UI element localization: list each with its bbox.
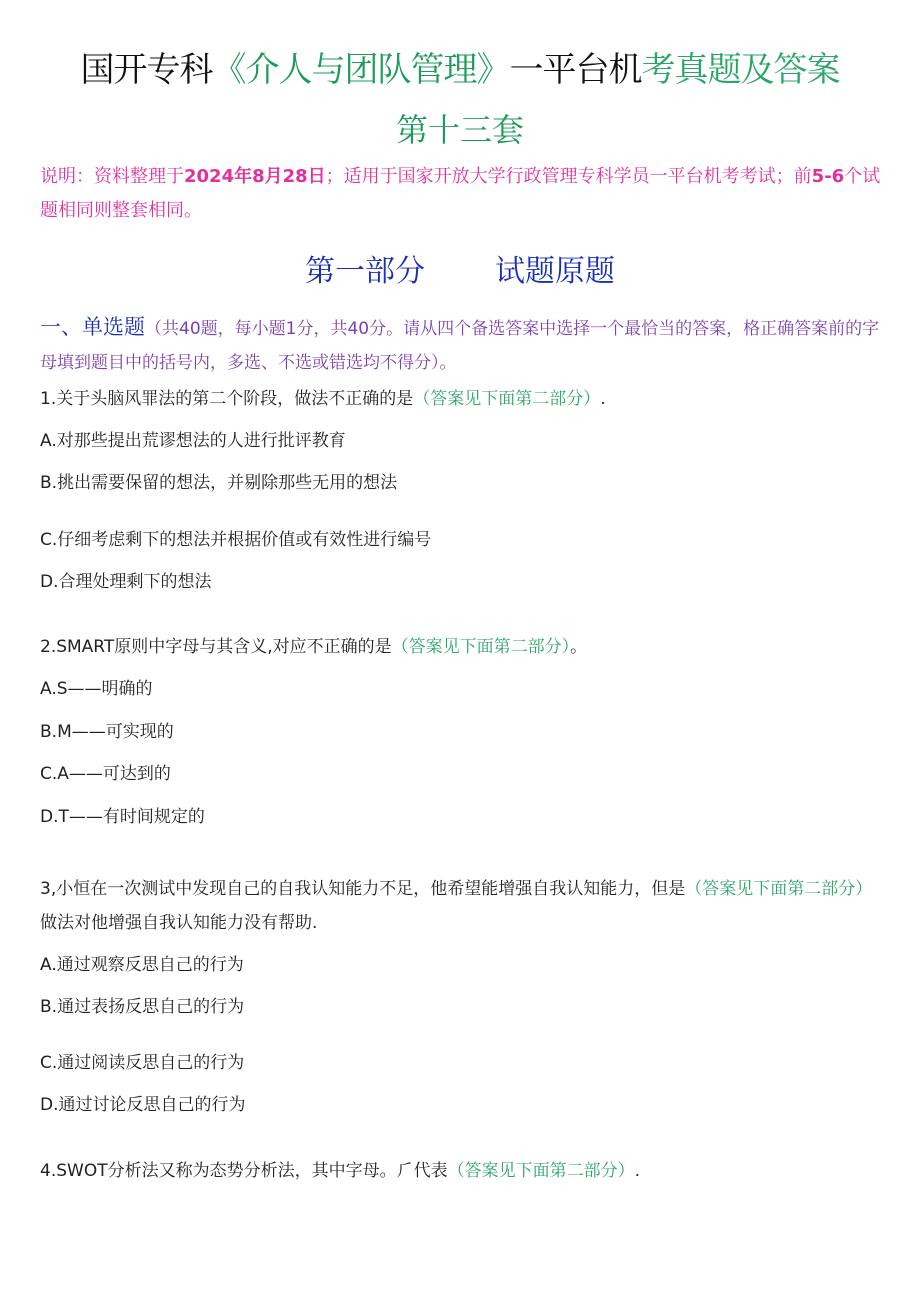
note-suffix: 个试题相同则整套相同。 <box>40 166 881 221</box>
part-heading <box>0 250 920 294</box>
document-subtitle: 第十三套 <box>395 111 524 149</box>
question-text: 4.SWOT分析法又称为态势分析法，其中字母。⺁代表 <box>40 1161 448 1181</box>
question-2-option-a: A.S——明确的 <box>40 679 153 699</box>
document-note <box>40 160 890 228</box>
question-tail: . <box>600 389 606 409</box>
section-label: 一、单选题 <box>40 315 145 339</box>
question-2-option-d: D.T——有时间规定的 <box>40 807 205 827</box>
question-2-option-c: C.A——可达到的 <box>40 764 171 784</box>
question-text: 3,小恒在一次测试中发现自己的自我认知能力不足，他希望能增强自我认知能力，但是 <box>40 879 686 899</box>
question-3-stem <box>40 872 880 940</box>
answer-hint: （答案见下面第二部分） <box>391 637 571 657</box>
answer-hint: （答案见下面第二部分） <box>447 1161 635 1181</box>
question-text: 1.关于头脑风罪法的第二个阶段，做法不正确的是 <box>40 389 414 409</box>
question-tail: 做法对他增强自我认知能力没有帮助. <box>40 913 318 933</box>
question-tail: 。 <box>570 637 588 657</box>
question-text: 2.SMART原则中字母与其含义,对应不正确的是 <box>40 637 392 657</box>
question-1-option-c: C.仔细考虑剩下的想法并根据价值或有效性进行编号 <box>40 530 432 550</box>
part-heading-right: 试题原题 <box>495 254 615 289</box>
section-description: （共40题，每小题1分，共40分。请从四个备选答案中选择一个最恰当的答案，格正确答案前的字母填到题目中的括号内，多选、不选或错选均不得分）。 <box>40 319 880 373</box>
note-prefix: 说明：资料整理于 <box>40 166 184 187</box>
answer-hint: （答案见下面第二部分） <box>413 389 601 409</box>
question-3-option-a: A.通过观察反思自己的行为 <box>40 955 244 975</box>
note-date: 2024年8月28日 <box>184 166 326 187</box>
question-2-stem <box>40 630 880 664</box>
note-range: 5-6 <box>811 166 845 187</box>
answer-hint: （答案见下面第二部分） <box>685 879 873 899</box>
title-part-3: 一平台机 <box>509 50 642 90</box>
section-intro <box>40 310 880 380</box>
note-middle: ；适用于国家开放大学行政管理专科学员一平台机考考试；前 <box>325 166 812 187</box>
question-3-option-c: C.通过阅读反思自己的行为 <box>40 1053 245 1073</box>
title-part-1: 国开专科 <box>80 50 213 90</box>
document-title <box>0 48 920 92</box>
question-1-stem <box>40 382 880 416</box>
title-course-name: 《介人与团队管理》 <box>212 50 510 90</box>
question-3-option-d: D.通过讨论反思自己的行为 <box>40 1095 246 1115</box>
question-1-option-d: D.合理处理剩下的想法 <box>40 572 212 592</box>
title-part-4: 考真题及答案 <box>641 50 840 90</box>
question-1-option-a: A.对那些提出荒谬想法的人进行批评教育 <box>40 431 346 451</box>
question-1-option-b: B.挑出需要保留的想法，并剔除那些无用的想法 <box>40 473 398 493</box>
question-4-stem <box>40 1154 880 1188</box>
question-3-option-b: B.通过表扬反思自己的行为 <box>40 997 245 1017</box>
question-2-option-b: B.M——可实现的 <box>40 722 174 742</box>
question-tail: . <box>634 1161 640 1181</box>
part-heading-left: 第一部分 <box>305 254 425 289</box>
